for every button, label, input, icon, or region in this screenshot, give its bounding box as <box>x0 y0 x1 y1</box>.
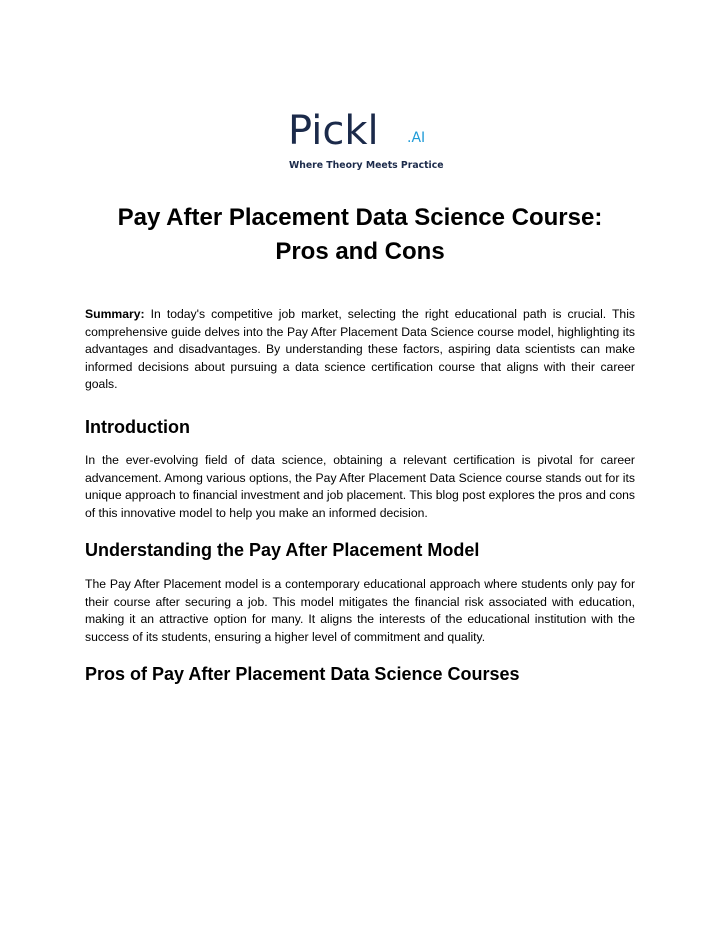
title-line-1: Pay After Placement Data Science Course: <box>117 204 603 231</box>
document-title <box>60 201 660 269</box>
summary-label: Summary: <box>85 307 145 321</box>
heading-pros: Pros of Pay After Placement Data Science Courses <box>85 664 520 684</box>
summary-text: In today's competitive job market, selecting the right educational path is crucial. This comprehensive guide delves into the Pay After Placement Data Science course model, highlighting its advantages and disadvantages. By understanding these factors, aspiring data scientists can make informed decisions about pursuing a data science certification course that aligns with their career goals. <box>85 307 635 391</box>
logo-wordmark: Pickl <box>288 108 379 154</box>
title-line-2: Pros and Cons <box>275 238 445 265</box>
summary-paragraph <box>85 306 635 394</box>
heading-understanding-model: Understanding the Pay After Placement Model <box>85 540 480 560</box>
pickl-ai-logo <box>288 108 444 174</box>
heading-introduction: Introduction <box>85 417 190 437</box>
logo-tagline: Where Theory Meets Practice <box>289 160 444 171</box>
understanding-paragraph: The Pay After Placement model is a contemporary educational approach where students only pay for their course after securing a job. This model mitigates the financial risk associated with education, making it an attractive option for many. It aligns the interests of the educational institution with the success of its students, ensuring a higher level of commitment and quality. <box>85 577 635 644</box>
introduction-paragraph: In the ever-evolving field of data science, obtaining a relevant certification is pivotal for career advancement. Among various options, the Pay After Placement Data Science course stands out for its unique approach to financial investment and job placement. This blog post explores the pros and cons of this innovative model to help you make an informed decision. <box>85 453 635 520</box>
logo-suffix: .AI <box>407 130 426 146</box>
